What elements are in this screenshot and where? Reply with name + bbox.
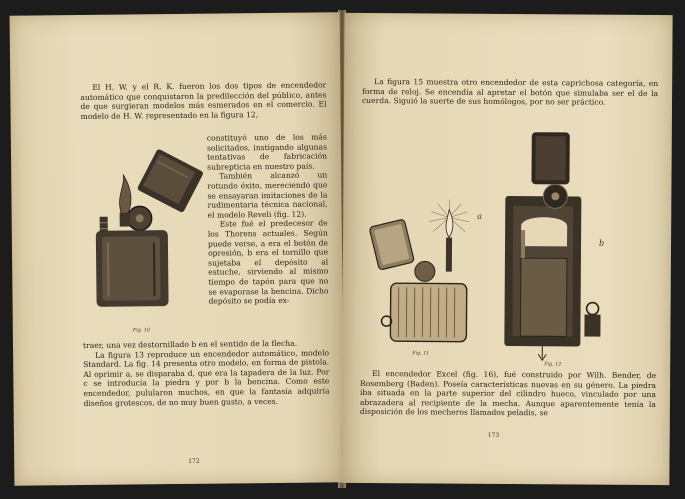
left-para1-b <box>207 132 329 306</box>
right-para2 <box>360 369 656 419</box>
right-figure-caption-left: Fig. 11 <box>412 351 430 357</box>
left-para2-text: También alcanzó un rotundo éxito, mereciendo que se ensayaran imitaciones de la rudimentaria técnica nacional, el modelo Reveli (fig. 12). <box>207 170 328 220</box>
right-figure-caption-right: Fig. 12 <box>544 362 562 368</box>
right-para1-text: La figura 15 muestra otro encendedor de esta caprichosa categoría, en forma de reloj. Se encendía al apretar el botón que simulaba ser el de la cuerda. Siguió la suerte de sus homólogos, por no ser práctico. <box>362 77 659 107</box>
left-para3-text: Este fué el predecesor de los Thorens actuales. Según puede verse, a era el botón de opresión, b era el tornillo que sujetaba el depósito al estuche, sirviendo al mismo tiempo de tapón para que no se evaporase la bencina. Dicho depósito se podía ex- <box>207 218 329 306</box>
label-a: a <box>477 211 483 221</box>
left-para4-text: La figura 13 reproduce un encendedor automático, modelo Standard. La fig. 14 presenta otro modelo, en forma de pistola. Al oprimir a, se disparaba d, que era la tapadera de la luz. Por c se introducía la piedra y por b la bencina. Como este encendedor, pulularon muchos, en que la fantasía adquiría diseños grotescos, de no muy buen gusto, a veces. <box>83 348 330 408</box>
left-para1 <box>80 80 326 121</box>
left-para1-text: El H. W. y el R. K. fueron los dos tipos de encendedor automático que conquistaron la predilección del público, antes de que surgieran modelos más esmerados en el comercio. El modelo de H. W. representado en la figura 12, <box>80 80 327 121</box>
figure-lighter-hw <box>77 130 207 334</box>
left-para3-end-text: traer, una vez destornillado b en el sentido de la flecha. <box>82 338 298 350</box>
right-para2-text: El encendedor Excel (fig. 16), fué construido por Wilh. Bender, de Rosemberg (Baden). Poseía características nuevas en su género. La piedra iba situada en la parte superior del cilindro hueco, vinculado por una abrazadera al recipiente de la mecha. Aunque aparentemente tenía la disposición de los mecheros llamados peladis, se <box>359 369 657 418</box>
left-para1-b-text: constituyó uno de los más solicitados, instigando algunas tentativas de fabricación subrepticia en nuestro país. <box>206 132 328 172</box>
left-page-number: 172 <box>188 457 200 465</box>
figure-lighter-standard <box>368 197 481 348</box>
right-para1 <box>362 77 658 108</box>
figure-lighter-reveli <box>480 122 612 363</box>
left-figure-caption: Fig. 10 <box>132 328 150 334</box>
left-para-lower <box>83 338 330 408</box>
right-page <box>341 13 672 485</box>
right-page-number: 173 <box>487 431 500 439</box>
label-b: b <box>599 238 605 248</box>
left-page <box>10 12 345 485</box>
